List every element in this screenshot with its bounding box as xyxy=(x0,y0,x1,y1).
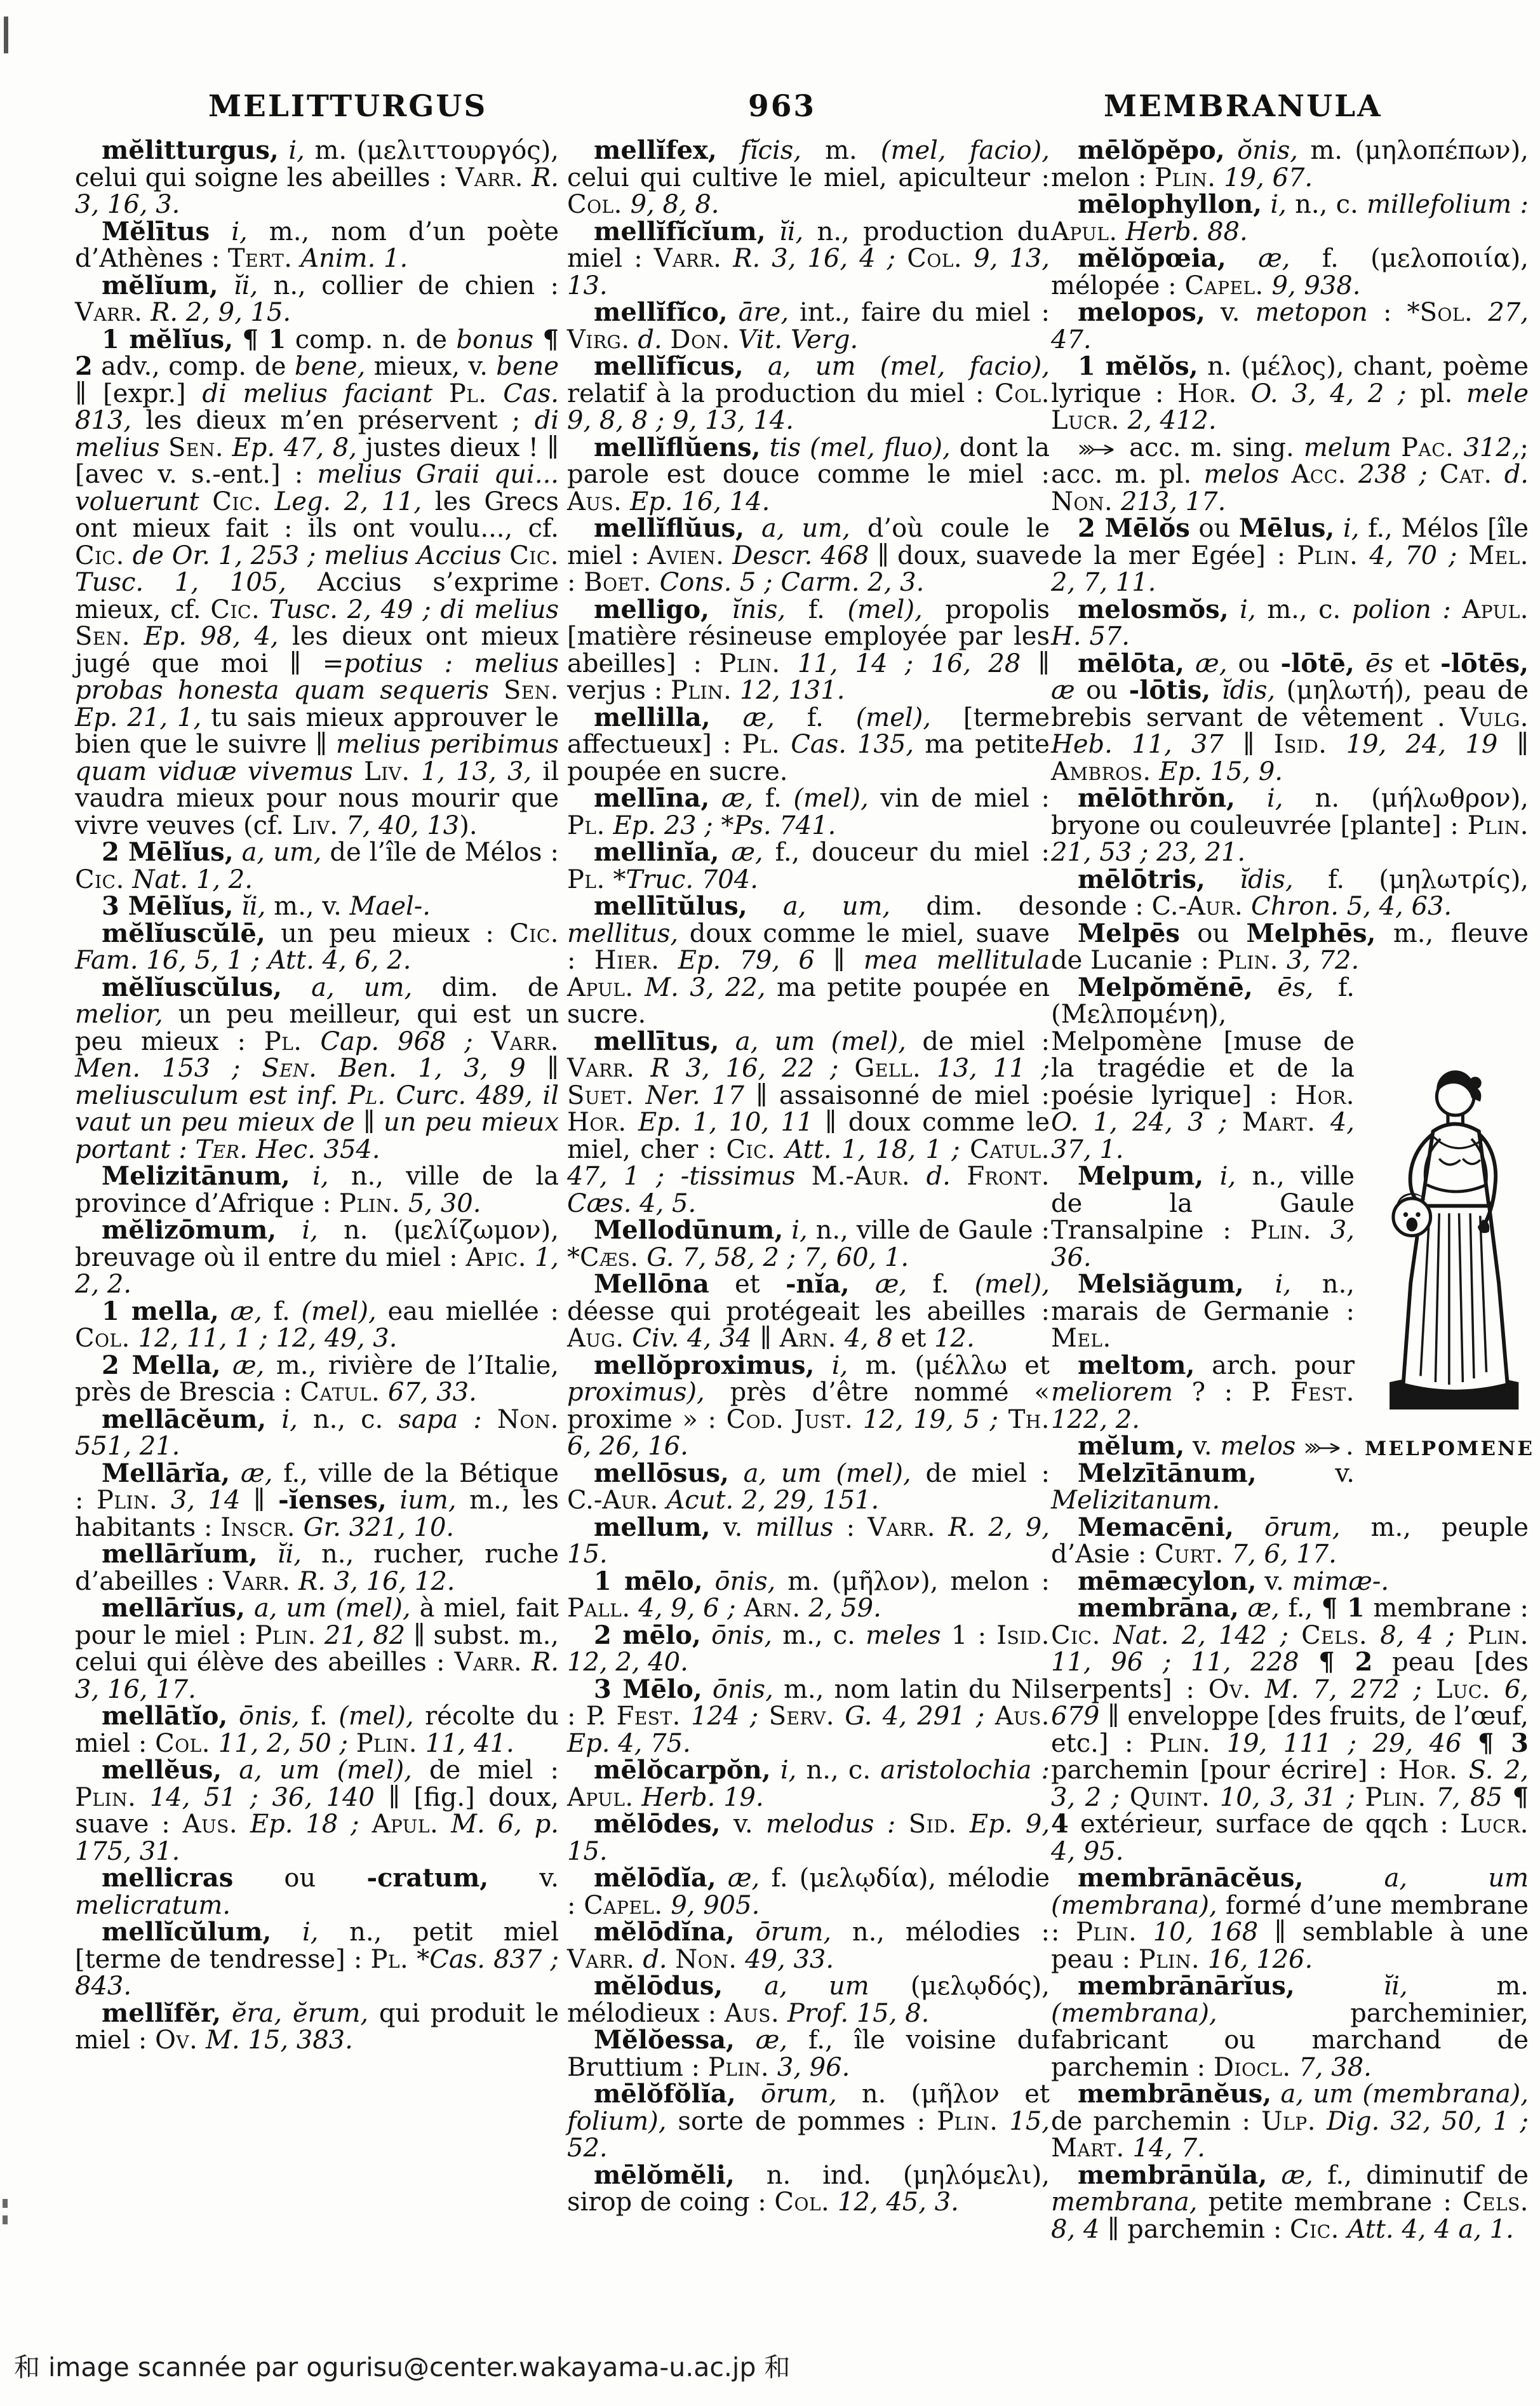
header-keyword-right: MEMBRANULA xyxy=(1104,89,1383,124)
dictionary-entry: 3 Mēlĭus, ĭi, m., v. Mael-. xyxy=(102,891,431,921)
dictionary-entry: mellĕus, a, um (mel), de miel : Plin. 14, 51 ; 36, 140 ∥ [fig.] doux, suave : Aus. Ep. 18 ; Apul. M. 6, p. 175, 31. xyxy=(75,1755,559,1866)
dictionary-entry: mĕlōdus, a, um (μελῳδός), mélodieux : Aus. Prof. 15, 8. xyxy=(567,1971,1050,2028)
dictionary-entry: mellĭfĭcus, a, um (mel, facio), relatif à la production du miel : Col. 9, 8, 8 ; 9, 13, 14. xyxy=(567,351,1050,435)
dictionary-entry: meltom, arch. pour meliorem ? : P. Fest. 122, 2. xyxy=(1051,1350,1355,1434)
dictionary-entry: melopos, v. metopon : *Sol. 27, 47. xyxy=(1051,297,1529,354)
dictionary-entry: mēlophyllon, i, n., c. millefolium : Apul. Herb. 88. xyxy=(1051,189,1529,246)
dictionary-entry: mellŏproximus, i, m. (μέλλω et proximus), près d’être nommé « proxime » : Cod. Just. 12, 19, 5 ; Th. 6, 26, 16. xyxy=(567,1350,1050,1461)
dictionary-entry: mēmæcylon, v. mimæ-. xyxy=(1078,1566,1389,1596)
dictionary-entry: mellĭflŭens, tis (mel, fluo), dont la parole est douce comme le miel : Aus. Ep. 16, 14. xyxy=(567,432,1050,516)
dictionary-entry: 1 mēlo, ōnis, m. (μῆλον), melon : Pall. 4, 9, 6 ; Arn. 2, 59. xyxy=(567,1566,1050,1623)
dictionary-entry: melligo, ĭnis, f. (mel), propolis [matière résineuse employée par les abeilles] : Plin. 11, 14 ; 16, 28 ∥ verjus : Plin. 12, 131. xyxy=(567,594,1050,705)
dictionary-entry: Mellōna et -nĭa, æ, f. (mel), déesse qui protégeait les abeilles : Aug. Civ. 4, 34 ∥ Arn. 4, 8 et 12. xyxy=(567,1269,1050,1353)
dictionary-entry: mĕlĭum, ĭi, n., collier de chien : Varr. R. 2, 9, 15. xyxy=(75,270,559,327)
dictionary-entry: Melpēs ou Melphēs, m., fleuve de Lucanie : Plin. 3, 72. xyxy=(1051,918,1529,975)
dictionary-entry: mĕlōdĭna, ōrum, n., mélodies : Varr. d. Non. 49, 33. xyxy=(567,1917,1050,1974)
dictionary-entry: mĕlĭuscŭlus, a, um, dim. de melior, un peu meilleur, qui est un peu mieux : Pl. Cap. 968 ; Varr. Men. 153 ; Sen. Ben. 1, 3, 9 ∥ meliusculum est inf. Pl. Curc. 489, il vaut un peu mieux de ∥ un peu mieux portant : Ter. Hec. 354. xyxy=(75,972,559,1164)
dictionary-entry: mellātĭo, ōnis, f. (mel), récolte du miel : Col. 11, 2, 50 ; Plin. 11, 41. xyxy=(75,1701,559,1758)
scan-artifact xyxy=(4,17,8,53)
dictionary-entry: mĕlōdĭa, æ, f. (μελῳδία), mélodie : Capel. 9, 905. xyxy=(567,1863,1050,1920)
dictionary-entry: mēlŏpĕpo, ŏnis, m. (μηλοπέπων), melon : Plin. 19, 67. xyxy=(1051,135,1529,192)
dictionary-entry: mellācĕum, i, n., c. sapa : Non. 551, 21. xyxy=(75,1404,559,1461)
dictionary-entry: 2 Mēlŏs ou Mēlus, i, f., Mélos [île de la mer Egée] : Plin. 4, 70 ; Mel. 2, 7, 11. xyxy=(1051,513,1529,597)
dictionary-entry: mĕlitturgus, i, m. (μελιττουργός), celui qui soigne les abeilles : Varr. R. 3, 16, 3. xyxy=(75,135,559,219)
dictionary-entry: Melpŏmĕnē, ēs, f. (Μελπομένη), Melpomène [muse de la tragédie et de la poésie lyrique] : Hor. O. 1, 24, 3 ; Mart. 4, 37, 1. xyxy=(1051,972,1355,1164)
dictionary-entry: 1 mella, æ, f. (mel), eau miellée : Col. 12, 11, 1 ; 12, 49, 3. xyxy=(75,1296,559,1353)
dictionary-entry: mellĭfĭco, āre, int., faire du miel : Virg. d. Don. Vit. Verg. xyxy=(567,297,1050,354)
dictionary-entry: 2 mēlo, ōnis, m., c. meles 1 : Isid. 12, 2, 40. xyxy=(567,1620,1050,1677)
dictionary-entry: membrānŭla, æ, f., diminutif de membrana, petite membrane : Cels. 8, 4 ∥ parchemin : Cic. Att. 4, 4 a, 1. xyxy=(1051,2160,1529,2244)
dictionary-entry: mēlōtris, ĭdis, f. (μηλωτρίς), sonde : C.-Aur. Chron. 5, 4, 63. xyxy=(1051,864,1529,921)
dictionary-entry: mēlōthrŏn, i, n. (μήλωθρον), bryone ou couleuvrée [plante] : Plin. 21, 53 ; 23, 21. xyxy=(1051,783,1529,867)
header-keyword-left: MELITTURGUS xyxy=(208,89,488,124)
dictionary-entry: 1 mĕlŏs, n. (μέλος), chant, poème lyrique : Hor. O. 3, 4, 2 ; pl. mele Lucr. 2, 412. xyxy=(1051,351,1529,435)
dictionary-entry: Mellodūnum, i, n., ville de Gaule : *Cæs. G. 7, 58, 2 ; 7, 60, 1. xyxy=(567,1215,1050,1272)
dictionary-entry: 2 Mella, æ, m., rivière de l’Italie, près de Brescia : Catul. 67, 33. xyxy=(75,1350,559,1407)
dictionary-entry: Melsiăgum, i, n., marais de Germanie : Mel. xyxy=(1051,1269,1355,1353)
dictionary-entry: mĕlŏpœia, æ, f. (μελοποιία), mélopée : Capel. 9, 938. xyxy=(1051,243,1529,300)
dictionary-entry: Melzītānum, v. Melizitanum. xyxy=(1051,1458,1355,1515)
dictionary-entry: mēlōta, æ, ou -lōtē, ēs et -lōtēs, æ ou -lōtis, ĭdis, (μηλωτή), peau de brebis servant de vêtement . Vulg. Heb. 11, 37 ∥ Isid. 19, 24, 19 ∥ Ambros. Ep. 15, 9. xyxy=(1051,648,1529,786)
dictionary-entry: mĕlum, v. melos . xyxy=(1078,1431,1354,1461)
dictionary-entry: mēlŏcarpŏn, i, n., c. aristolochia : Apul. Herb. 19. xyxy=(567,1755,1050,1812)
dictionary-entry: mellīna, æ, f. (mel), vin de miel : Pl. Ep. 23 ; *Ps. 741. xyxy=(567,783,1050,840)
old-forms-arrow-icon xyxy=(1078,442,1120,457)
dictionary-entry: mĕlōdes, v. melodus : Sid. Ep. 9, 15. xyxy=(567,1809,1050,1866)
dictionary-entry: mĕlĭuscŭlē, un peu mieux : Cic. Fam. 16, 5, 1 ; Att. 4, 6, 2. xyxy=(75,918,559,975)
dictionary-entry: mellĭfĭcĭum, ĭi, n., production du miel : Varr. R. 3, 16, 4 ; Col. 9, 13, 13. xyxy=(567,216,1050,300)
old-forms-arrow-icon xyxy=(1304,1441,1346,1456)
running-head xyxy=(0,89,1540,133)
page-number: 963 xyxy=(748,89,817,124)
dictionary-entry: Melpum, i, n., ville de la Gaule Transalpine : Plin. 3, 36. xyxy=(1051,1161,1355,1272)
dictionary-entry: mellinĭa, æ, f., douceur du miel : Pl. *Truc. 704. xyxy=(567,837,1050,894)
dictionary-entry: Mellārĭa, æ, f., ville de la Bétique : Plin. 3, 14 ∥ -ĭenses, ium, m., les habitants : Inscr. Gr. 321, 10. xyxy=(75,1458,559,1542)
dictionary-entry: mellĭfex, fĭcis, m. (mel, facio), celui qui cultive le miel, apiculteur : Col. 9, 8, 8. xyxy=(567,135,1050,219)
dictionary-entry: mellum, v. millus : Varr. R. 2, 9, 15. xyxy=(567,1512,1050,1569)
dictionary-entry: mellilla, æ, f. (mel), [terme affectueux] : Pl. Cas. 135, ma petite poupée en sucre. xyxy=(567,702,1050,786)
melpomene-statue-illustration xyxy=(1365,1057,1529,1429)
dictionary-entry: membrānācĕus, a, um (membrana), formé d’une membrane : Plin. 10, 168 ∥ semblable à une peau : Plin. 16, 126. xyxy=(1051,1863,1529,1974)
column-1 xyxy=(75,137,559,2054)
dictionary-entry: mellĭcŭlum, i, n., petit miel [terme de tendresse] : Pl. *Cas. 837 ; 843. xyxy=(75,1917,559,2001)
column-3 xyxy=(1051,135,1534,2244)
dictionary-entry: mellĭflŭus, a, um, d’où coule le miel : Avien. Descr. 468 ∥ doux, suave : Boet. Cons. 5 ; Carm. 2, 3. xyxy=(567,513,1050,597)
dictionary-entry: Mĕlŏessa, æ, f., île voisine du Bruttium : Plin. 3, 96. xyxy=(567,2025,1050,2082)
dictionary-entry: Memacēni, ōrum, m., peuple d’Asie : Curt. 7, 6, 17. xyxy=(1051,1512,1529,1569)
column-2 xyxy=(567,137,1050,2216)
dictionary-entry: mēlŏmĕli, n. ind. (μηλόμελι), sirop de coing : Col. 12, 45, 3. xyxy=(567,2160,1050,2217)
dictionary-entry: mellōsus, a, um (mel), de miel : C.-Aur. Acut. 2, 29, 151. xyxy=(567,1458,1050,1515)
dictionary-entry: 2 Mēlĭus, a, um, de l’île de Mélos : Cic. Nat. 1, 2. xyxy=(75,837,559,894)
dictionary-entry: Mĕlītus i, m., nom d’un poète d’Athènes : Tert. Anim. 1. xyxy=(75,216,559,273)
melpomene-figure xyxy=(1365,1057,1534,1463)
dictionary-entry: mellītus, a, um (mel), de miel : Varr. R 3, 16, 22 ; Gell. 13, 11 ; Suet. Ner. 17 ∥ assaisonné de miel : Hor. Ep. 1, 10, 11 ∥ doux comme le miel, cher : Cic. Att. 1, 18, 1 ; Catul. 47, 1 ; -tissimus M.-Aur. d. Front. Cæs. 4, 5. xyxy=(567,1026,1050,1218)
dictionary-entry: acc. m. sing. melum Pac. 312,; acc. m. pl. melos Acc. 238 ; Cat. d. Non. 213, 17. xyxy=(1051,433,1529,516)
dictionary-entry: mellĭfĕr, ĕra, ĕrum, qui produit le miel : Ov. M. 15, 383. xyxy=(75,1998,559,2055)
scan-artifact xyxy=(3,2199,8,2208)
figure-caption: MELPOMENE xyxy=(1365,1437,1534,1460)
dictionary-entry: 3 Mēlo, ōnis, m., nom latin du Nil : P. Fest. 124 ; Serv. G. 4, 291 ; Aus. Ep. 4, 75. xyxy=(567,1674,1050,1758)
scan-credit: 和 image scannée par ogurisu@center.wakayama-u.ac.jp 和 xyxy=(14,2352,791,2382)
dictionary-entry: melosmŏs, i, m., c. polion : Apul. H. 57. xyxy=(1051,594,1529,651)
dictionary-entry: mĕlizōmum, i, n. (μελίζωμον), breuvage où il entre du miel : Apic. 1, 2, 2. xyxy=(75,1215,559,1299)
dictionary-entry: mellītŭlus, a, um, dim. de mellitus, doux comme le miel, suave : Hier. Ep. 79, 6 ∥ mea mellitula Apul. M. 3, 22, ma petite poupée en sucre. xyxy=(567,891,1050,1029)
dictionary-entry: mellārĭum, ĭi, n., rucher, ruche d’abeilles : Varr. R. 3, 16, 12. xyxy=(75,1539,559,1596)
dictionary-entry: membrānĕus, a, um (membrana), de parchemin : Ulp. Dig. 32, 50, 1 ; Mart. 14, 7. xyxy=(1051,2079,1529,2163)
dictionary-entry: Melizitānum, i, n., ville de la province d’Afrique : Plin. 5, 30. xyxy=(75,1161,559,1218)
dictionary-entry: mellārĭus, a, um (mel), à miel, fait pour le miel : Plin. 21, 82 ∥ subst. m., celui qui élève des abeilles : Varr. R. 3, 16, 17. xyxy=(75,1593,559,1704)
dictionary-entry: mēlŏfŏlĭa, ōrum, n. (μῆλον et folium), sorte de pommes : Plin. 15, 52. xyxy=(567,2079,1050,2163)
dictionary-entry: 1 mĕlĭus, ¶ 1 comp. n. de bonus ¶ 2 adv., comp. de bene, mieux, v. bene ∥ [expr.] di melius faciant Pl. Cas. 813, les dieux m’en préservent ; di melius Sen. Ep. 47, 8, justes dieux ! ∥ [avec v. s.-ent.] : melius Graii qui... voluerunt Cic. Leg. 2, 11, les Grecs ont mieux fait : ils ont voulu..., cf. Cic. de Or. 1, 253 ; melius Accius Cic. Tusc. 1, 105, Accius s’exprime mieux, cf. Cic. Tusc. 2, 49 ; di melius Sen. Ep. 98, 4, les dieux ont mieux jugé que moi ∥ =potius : melius probas honesta quam sequeris Sen. Ep. 21, 1, tu sais mieux approuver le bien que le suivre ∥ melius peribimus quam viduæ vivemus Liv. 1, 13, 3, il vaudra mieux pour nous mourir que vivre veuves (cf. Liv. 7, 40, 13). xyxy=(75,324,559,840)
dictionary-entry: membrāna, æ, f., ¶ 1 membrane : Cic. Nat. 2, 142 ; Cels. 8, 4 ; Plin. 11, 96 ; 11, 228 ¶ 2 peau [des serpents] : Ov. M. 7, 272 ; Luc. 6, 679 ∥ enveloppe [des fruits, de l’œuf, etc.] : Plin. 19, 111 ; 29, 46 ¶ 3 parchemin [pour écrire] : Hor. S. 2, 3, 2 ; Quint. 10, 3, 31 ; Plin. 7, 85 ¶ 4 extérieur, surface de qqch : Lucr. 4, 95. xyxy=(1051,1593,1529,1866)
dictionary-entry: mellicras ou -cratum, v. melicratum. xyxy=(75,1863,559,1920)
dictionary-entry: membrānārĭus, ĭi, m. (membrana), parcheminier, fabricant ou marchand de parchemin : Diocl. 7, 38. xyxy=(1051,1971,1529,2082)
